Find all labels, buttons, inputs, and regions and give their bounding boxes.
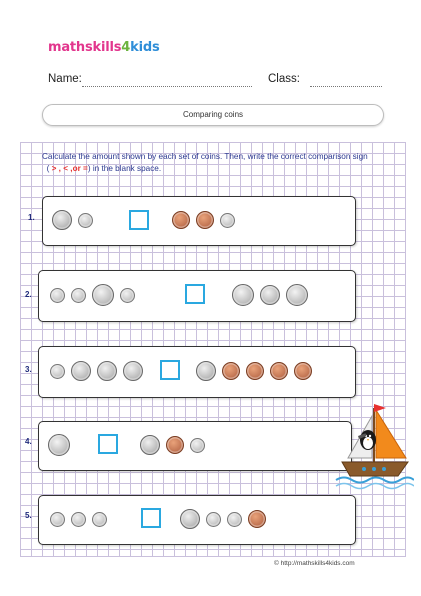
sailboat-penguin-illustration <box>334 400 414 490</box>
answer-box-4[interactable] <box>98 434 118 454</box>
footer-url: © http://mathskills4kids.com <box>274 560 355 567</box>
less-than-sign: < <box>63 164 69 173</box>
answer-box-1[interactable] <box>129 210 149 230</box>
name-label: Name: <box>48 73 82 85</box>
site-logo: mathskills4kids <box>48 40 160 55</box>
name-field[interactable] <box>82 86 252 87</box>
answer-box-5[interactable] <box>141 508 161 528</box>
row-number: 2. <box>25 290 32 299</box>
problem-row-5 <box>38 495 356 545</box>
problem-row-3 <box>38 346 356 398</box>
row-number: 3. <box>25 365 32 374</box>
problem-row-1 <box>42 196 356 246</box>
row-number: 1. <box>28 213 35 222</box>
equal-sign: = <box>83 164 88 173</box>
answer-box-3[interactable] <box>160 360 180 380</box>
answer-box-2[interactable] <box>185 284 205 304</box>
row-number: 5. <box>25 511 32 520</box>
instructions: Calculate the amount shown by each set of coins. Then, write the correct comparison sign ( > , < ,or =) in the blank space. <box>42 152 368 173</box>
class-field[interactable] <box>310 86 382 87</box>
greater-than-sign: > <box>51 164 57 173</box>
class-label: Class: <box>268 73 300 85</box>
worksheet-title: Comparing coins <box>42 104 384 126</box>
problem-row-4 <box>38 421 352 471</box>
row-number: 4. <box>25 437 32 446</box>
